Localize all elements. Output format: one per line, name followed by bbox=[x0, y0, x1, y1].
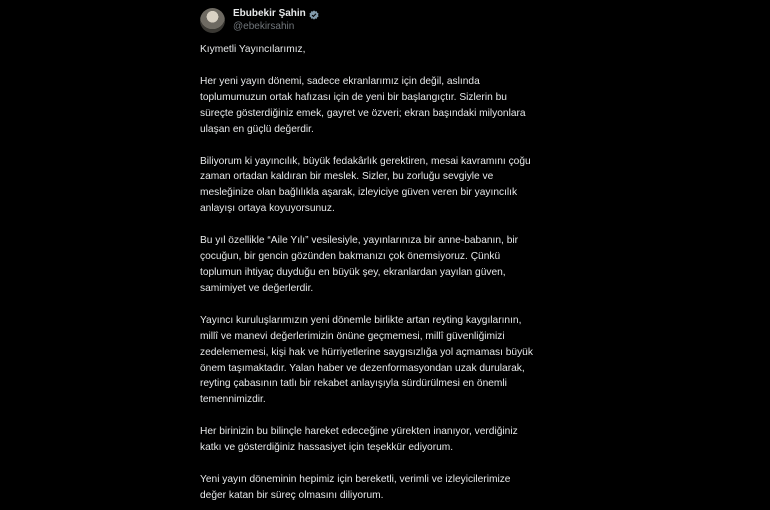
tweet-line: toplumun ihtiyaç duyduğu en büyük şey, ekranlardan yayılan güven, bbox=[200, 266, 506, 278]
tweet-paragraph bbox=[200, 424, 572, 456]
tweet-line: Bu yıl özellikle “Aile Yılı” vesilesiyle, yayınlarınıza bir anne-babanın, bir bbox=[200, 235, 519, 247]
tweet-paragraph bbox=[200, 233, 572, 297]
tweet-line: Yeni yayın döneminin hepimiz için bereketli, verimli ve izleyicilerimize bbox=[200, 474, 511, 486]
tweet-paragraphs bbox=[200, 74, 572, 504]
tweet-line: önem taşımaktadır. Yalan haber ve dezenformasyondan uzak durularak, bbox=[200, 362, 525, 374]
tweet-line: millî ve manevi değerlerimizin önüne geçmemesi, millî güvenliğimizi bbox=[200, 330, 505, 342]
tweet-line: çocuğun, bir gencin gözünden bakmanızı çok önemsiyoruz. Çünkü bbox=[200, 251, 501, 263]
tweet-line: Biliyorum ki yayıncılık, büyük fedakârlık gerektiren, mesai kavramını çoğu bbox=[200, 155, 531, 167]
tweet-line: samimiyet ve değerlerdir. bbox=[200, 282, 314, 294]
tweet-line: Her birinizin bu bilinçle hareket edeceğine yürekten inanıyor, verdiğiniz bbox=[200, 426, 518, 438]
author-names bbox=[233, 7, 319, 33]
tweet-line: temennimizdir. bbox=[200, 394, 266, 406]
tweet-line: Her yeni yayın dönemi, sadece ekranlarımız için değil, aslında bbox=[200, 75, 480, 87]
avatar[interactable] bbox=[200, 8, 225, 33]
tweet-line: toplumumuzun ortak hafızası için de yeni bir başlangıçtır. Sizlerin bu bbox=[200, 91, 507, 103]
tweet-line: değer katan bir süreç olmasını diliyorum. bbox=[200, 489, 384, 501]
tweet-line: Yayıncı kuruluşlarımızın yeni dönemle birlikte artan reyting kaygılarının, bbox=[200, 314, 522, 326]
tweet-card bbox=[188, 0, 578, 510]
tweet-paragraph bbox=[200, 74, 572, 138]
tweet-line: zaman ortadan kaldıran bir meslek. Sizler, bu zorluğu sevgiyle ve bbox=[200, 171, 494, 183]
tweet-paragraph bbox=[200, 154, 572, 218]
tweet-line: zedelememesi, kişi hak ve hürriyetlerine saygısızlığa yol açmaması büyük bbox=[200, 346, 533, 358]
tweet-paragraph bbox=[200, 313, 572, 408]
tweet-line: katkı ve gösterdiğiniz hassasiyet için teşekkür ediyorum. bbox=[200, 442, 454, 454]
tweet-line: mesleğinize olan bağlılıkla aşarak, izleyiciye güven veren bir yayıncılık bbox=[200, 187, 518, 199]
tweet-line: süreçte gösterdiğiniz emek, gayret ve özveri; ekran başındaki milyonlara bbox=[200, 107, 526, 119]
author-display-name[interactable]: Ebubekir Şahin bbox=[233, 8, 306, 19]
tweet-text bbox=[200, 42, 572, 510]
name-row bbox=[233, 7, 319, 20]
tweet-header bbox=[200, 6, 319, 34]
tweet-paragraph bbox=[200, 472, 572, 504]
tweet-line: ulaşan en güçlü değerdir. bbox=[200, 123, 314, 135]
verified-badge-icon bbox=[309, 9, 319, 19]
tweet-line: reyting çabasının tatlı bir rekabet anlayışıyla sürdürülmesi en önemli bbox=[200, 378, 507, 390]
tweet-line: anlayışı ortaya koyuyorsunuz. bbox=[200, 203, 335, 215]
tweet-greeting: Kıymetli Yayıncılarımız, bbox=[200, 44, 306, 55]
author-handle[interactable]: @ebekirsahin bbox=[233, 21, 295, 32]
